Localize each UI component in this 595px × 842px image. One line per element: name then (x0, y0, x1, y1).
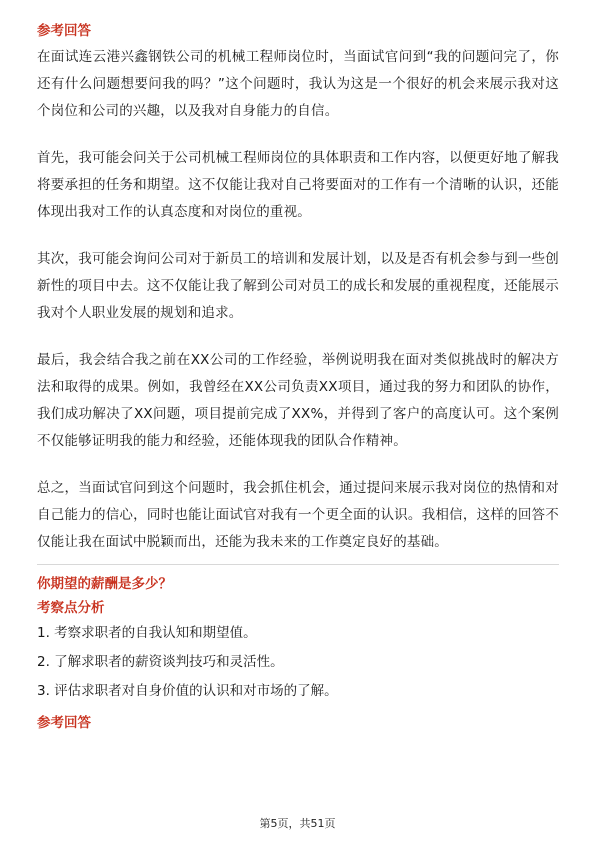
analysis-heading: 考察点分析 (37, 600, 105, 616)
answer-paragraph-1: 在面试连云港兴鑫钢铁公司的机械工程师岗位时，当面试官问到“我的问题问完了，你还有什么问题想要问我的吗？”这个问题时，我认为这是一个很好的机会来展示我对这个岗位和公司的兴趣，以及我对自身能力的自信。 (37, 49, 559, 119)
section-divider (37, 564, 559, 565)
reference-answer-heading-2: 参考回答 (37, 715, 91, 731)
answer-paragraph-4: 最后，我会结合我之前在XX公司的工作经验，举例说明我在面对类似挑战时的解决方法和取得的成果。例如，我曾经在XX公司负责XX项目，通过我的努力和团队的协作，我们成功解决了XX问题，项目提前完成了XX%，并得到了客户的高度认可。这个案例不仅能够证明我的能力和经验，还能体现我的团队合作精神。 (37, 352, 559, 449)
page-number: 第5页，共51页 (259, 817, 336, 830)
answer-paragraph-5: 总之，当面试官问到这个问题时，我会抓住机会，通过提问来展示我对岗位的热情和对自己能力的信心，同时也能让面试官对我有一个更全面的认识。我相信，这样的回答不仅能让我在面试中脱颖而出，还能为我未来的工作奠定良好的基础。 (37, 480, 559, 550)
question-heading: 你期望的薪酬是多少？ (37, 576, 172, 592)
document-page (37, 20, 559, 734)
analysis-point-2: 2. 了解求职者的薪资谈判技巧和灵活性。 (37, 654, 284, 670)
analysis-point-3: 3. 评估求职者对自身价值的认识和对市场的了解。 (37, 683, 338, 699)
analysis-point-1: 1. 考察求职者的自我认知和期望值。 (37, 625, 257, 641)
answer-paragraph-2: 首先，我可能会问关于公司机械工程师岗位的具体职责和工作内容，以便更好地了解我将要承担的任务和期望。这不仅能让我对自己将要面对的工作有一个清晰的认识，还能体现出我对工作的认真态度和对岗位的重视。 (37, 150, 559, 220)
answer-paragraph-3: 其次，我可能会询问公司对于新员工的培训和发展计划，以及是否有机会参与到一些创新性的项目中去。这不仅能让我了解到公司对员工的成长和发展的重视程度，还能展示我对个人职业发展的规划和追求。 (37, 251, 559, 321)
reference-answer-heading: 参考回答 (37, 23, 91, 39)
